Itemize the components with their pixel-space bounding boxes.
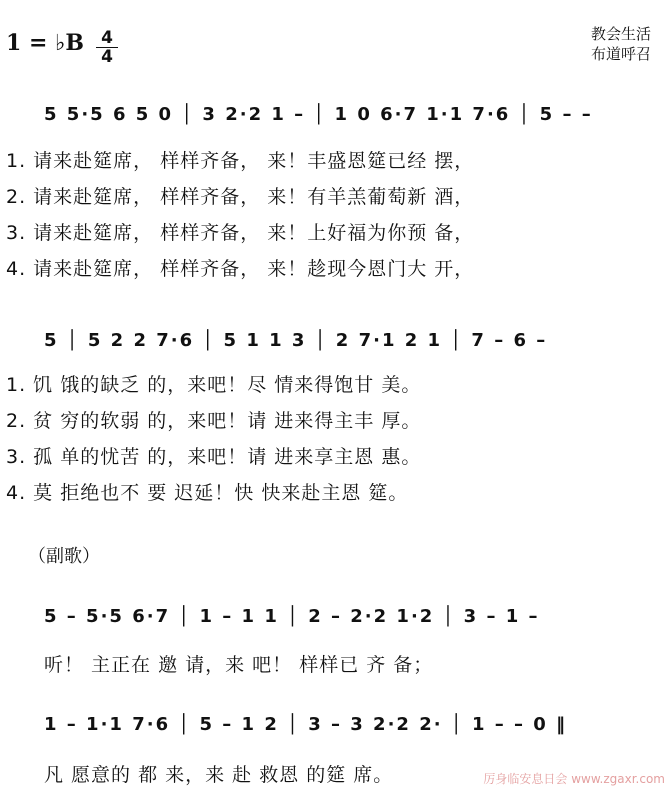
watermark: 厉身临安息日会 www.zgaxr.com [483,772,665,786]
hymn-source [591,24,651,64]
source-line-2: 布道呼召 [590,45,651,63]
system-2-verse-1: 1. 饥 饿的缺乏 的，来吧！尽 情来得饱甘 美。 [6,374,422,396]
chorus-system-1-notes: 5 – 5·5 6·7 │ 1 – 1 1 │ 2 – 2·2 1·2 │ 3 – 1 – [44,606,540,627]
chorus-label: （副歌） [28,546,100,567]
system-1-verse-2: 2. 请来赴筵席， 样样齐备， 来！有羊羔葡萄新 酒， [6,186,475,208]
system-1-verse-4: 4. 请来赴筵席， 样样齐备， 来！趁现今恩门大 开， [6,258,475,280]
system-1-verse-1: 1. 请来赴筵席， 样样齐备， 来！丰盛恩筵已经 摆， [6,150,475,172]
chorus-system-2-notes: 1 – 1·1 7·6 │ 5 – 1 2 │ 3 – 3 2·2 2· │ 1 – – 0 ‖ [44,714,568,735]
system-1-notes: 5 5·5 6 5 0 │ 3 2·2 1 – │ 1 0 6·7 1·1 7·6 │ 5 – – [44,104,593,125]
system-2-verse-2: 2. 贫 穷的软弱 的，来吧！请 进来得主丰 厚。 [6,410,422,432]
time-denominator: 4 [101,47,113,67]
key-signature: 1 = ♭B [6,30,85,56]
system-2-verse-4: 4. 莫 拒绝也不 要 迟延！快 快来赴主恩 筵。 [6,482,409,504]
system-2-notes: 5 │ 5 2 2 7·6 │ 5 1 1 3 │ 2 7·1 2 1 │ 7 – 6 – [44,330,548,351]
source-line-1: 教会生活 [590,25,651,43]
time-numerator: 4 [101,28,113,48]
chorus-system-2-lyric: 凡 愿意的 都 来，来 赴 救恩 的筵 席。 [44,764,394,786]
system-1-verse-3: 3. 请来赴筵席， 样样齐备， 来！上好福为你预 备， [6,222,475,244]
chorus-system-1-lyric: 听！ 主正在 邀 请，来 吧！ 样样已 齐 备； [44,654,434,676]
system-2-verse-3: 3. 孤 单的忧苦 的，来吧！请 进来享主恩 惠。 [6,446,422,468]
time-signature [96,30,118,65]
